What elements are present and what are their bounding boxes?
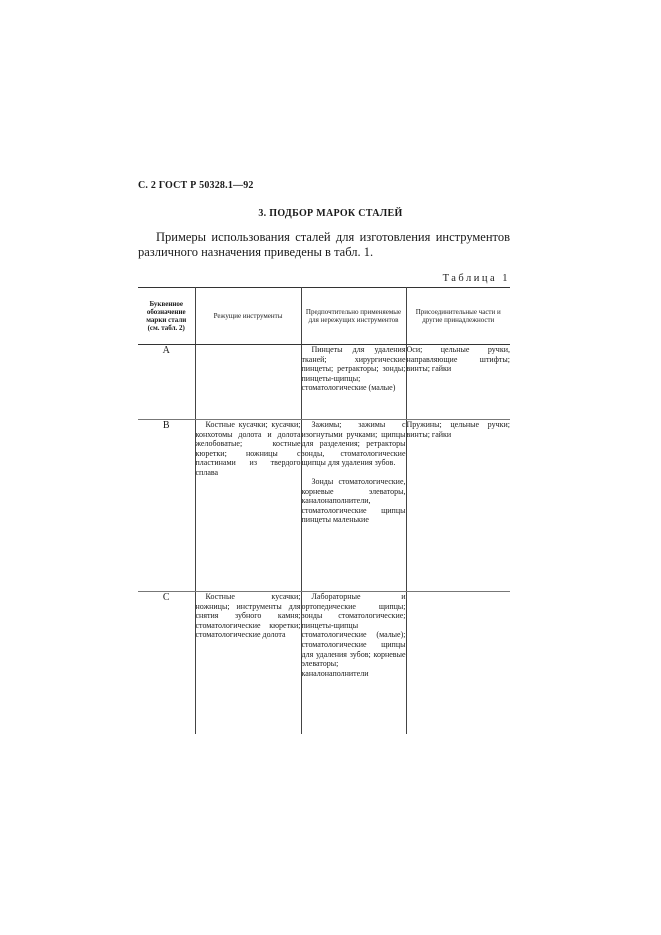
grade-cell: C	[138, 592, 195, 735]
noncutting-tools-text: Пинцеты для удаления тканей; хирургические пинцеты; ретракторы; зонды; пинцеты-щипцы; стоматологические (малые)	[301, 345, 406, 393]
cutting-tools-text: Костные кусачки; ножницы; инструменты для снятия зубного камня; стоматологические кюретки; стоматологические долота	[195, 592, 301, 640]
header-noncutting-tools: Предпочтительно применяемые для нережущих инструментов	[301, 288, 406, 345]
noncutting-tools-cell	[301, 592, 406, 735]
table-row	[138, 592, 510, 735]
table-row	[138, 345, 510, 420]
cutting-tools-cell	[195, 345, 301, 420]
cutting-tools-text: Костные кусачки; кусачки; конхотомы долота и долота желобоватые; костные кюретки; ножницы с пластинами из твердого сплава	[195, 420, 301, 477]
noncutting-tools-cell	[301, 345, 406, 420]
header-cutting-tools: Режущие инструменты	[195, 288, 301, 345]
accessories-cell: Оси; цельные ручки, направляющие штифты; винты; гайки	[406, 345, 510, 420]
header-accessories: Присоединительные части и другие принадлежности	[406, 288, 510, 345]
page-header: С. 2 ГОСТ Р 50328.1—92	[138, 180, 254, 191]
header-grade: Буквенное обозначение марки стали (см. табл. 2)	[138, 288, 195, 345]
noncutting-tools-text: Лабораторные и ортопедические щипцы; зонды стоматологические; пинцеты-щипцы стоматологические (малые); стоматологические щипцы для удаления зубов; корневые элеваторы; каналонаполнители	[301, 592, 406, 678]
steel-selection-table	[138, 287, 510, 734]
noncutting-tools-text: Зонды стоматологические, корневые элеваторы, каналонаполнители, стоматологические щипцы пинцеты маленькие	[301, 476, 406, 525]
grade-cell: B	[138, 420, 195, 592]
noncutting-tools-text: Зажимы; зажимы с изогнутыми ручками; щипцы для разделения; ретракторы зонды, стоматологические щипцы для удаления зубов.	[301, 420, 406, 468]
table-header-row	[138, 288, 510, 345]
cutting-tools-cell	[195, 592, 301, 735]
grade-cell: A	[138, 345, 195, 420]
accessories-cell	[406, 592, 510, 735]
section-title: 3. ПОДБОР МАРОК СТАЛЕЙ	[258, 208, 403, 219]
table-row	[138, 420, 510, 592]
cutting-tools-cell	[195, 420, 301, 592]
table-label: Таблица 1	[442, 273, 510, 284]
intro-paragraph: Примеры использования сталей для изготовления инструментов различного назначения приведены в табл. 1.	[138, 230, 510, 259]
noncutting-tools-cell	[301, 420, 406, 592]
accessories-cell: Пружины; цельные ручки; винты; гайки	[406, 420, 510, 592]
